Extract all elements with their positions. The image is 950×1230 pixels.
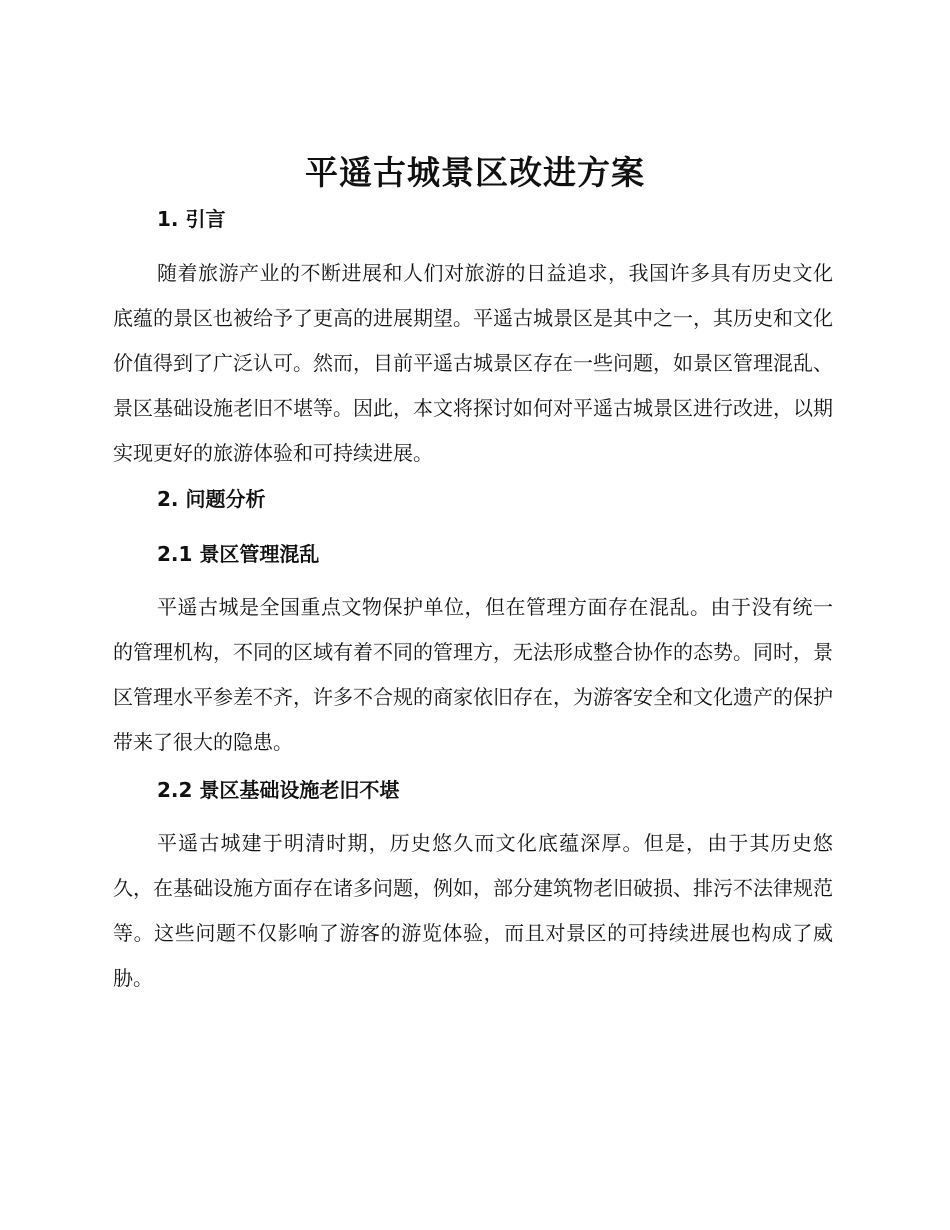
section-heading-problem-analysis: 2. 问题分析 xyxy=(157,487,266,511)
document-title: 平遥古城景区改进方案 xyxy=(305,153,645,192)
section-heading-management: 2.1 景区管理混乱 xyxy=(157,542,320,566)
section-heading-introduction: 1. 引言 xyxy=(157,207,226,231)
paragraph-introduction: 随着旅游产业的不断进展和人们对旅游的日益追求，我国许多具有历史文化底蕴的景区也被给予了更高的进展期望。平遥古城景区是其中之一，其历史和文化价值得到了广泛认可。然而，目前平遥古城景区存在一些问题，如景区管理混乱、景区基础设施老旧不堪等。因此，本文将探讨如何对平遥古城景区进行改进，以期实现更好的旅游体验和可持续进展。 xyxy=(113,261,833,465)
section-heading-infrastructure: 2.2 景区基础设施老旧不堪 xyxy=(157,778,400,802)
paragraph-infrastructure: 平遥古城建于明清时期，历史悠久而文化底蕴深厚。但是，由于其历史悠久，在基础设施方面存在诸多问题，例如，部分建筑物老旧破损、排污不法律规范等。这些问题不仅影响了游客的游览体验，而且对景区的可持续进展也构成了威胁。 xyxy=(113,831,833,990)
paragraph-management: 平遥古城是全国重点文物保护单位，但在管理方面存在混乱。由于没有统一的管理机构，不同的区域有着不同的管理方，无法形成整合协作的态势。同时，景区管理水平参差不齐，许多不合规的商家依旧存在，为游客安全和文化遗产的保护带来了很大的隐患。 xyxy=(113,595,833,754)
